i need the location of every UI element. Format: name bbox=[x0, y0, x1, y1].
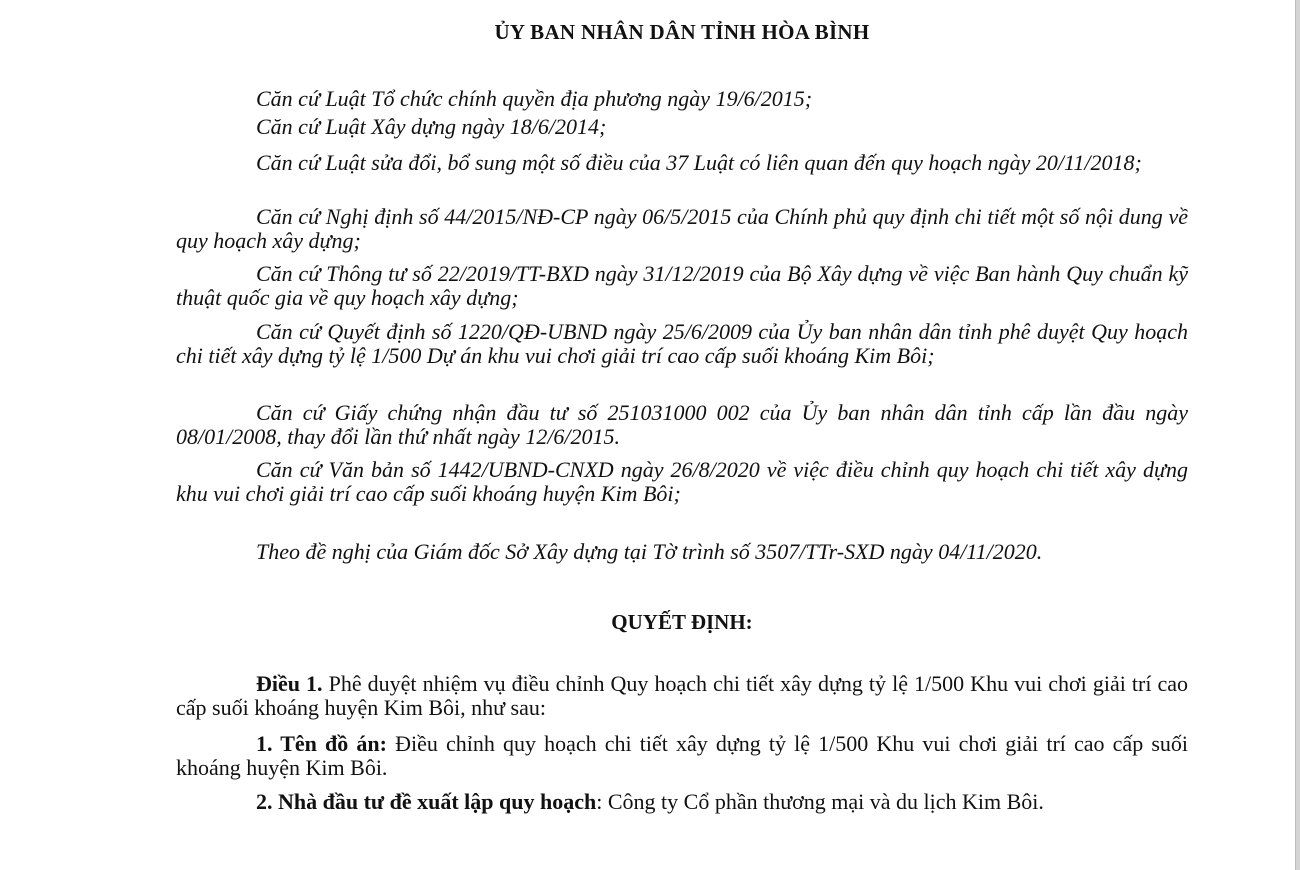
item-1-text: Điều chỉnh quy hoạch chi tiết xây dựng tỷ lệ 1/500 Khu vui chơi giải trí cao cấp suối khoáng huyện Kim Bôi. bbox=[176, 731, 1188, 780]
decision-title: QUYẾT ĐỊNH: bbox=[611, 610, 753, 634]
item-1 bbox=[176, 732, 1188, 780]
item-2-label: 2. Nhà đầu tư đề xuất lập quy hoạch bbox=[256, 789, 597, 814]
preamble-line: Căn cứ Thông tư số 22/2019/TT-BXD ngày 31/12/2019 của Bộ Xây dựng về việc Ban hành Quy chuẩn kỹ thuật quốc gia về quy hoạch xây dựng; bbox=[176, 261, 1188, 310]
page-edge-scrollbar bbox=[1295, 0, 1300, 870]
preamble-line: Căn cứ Nghị định số 44/2015/NĐ-CP ngày 06/5/2015 của Chính phủ quy định chi tiết một số nội dung về quy hoạch xây dựng; bbox=[176, 204, 1188, 253]
issuing-authority-heading: ỦY BAN NHÂN DÂN TỈNH HÒA BÌNH bbox=[494, 20, 870, 44]
preamble-line: Căn cứ Luật Xây dựng ngày 18/6/2014; bbox=[256, 114, 607, 139]
preamble-line: Căn cứ Giấy chứng nhận đầu tư số 251031000 002 của Ủy ban nhân dân tỉnh cấp lần đầu ngày 08/01/2008, thay đổi lần thứ nhất ngày 12/6/2015. bbox=[176, 400, 1188, 449]
preamble-line: Theo đề nghị của Giám đốc Sở Xây dựng tại Tờ trình số 3507/TTr-SXD ngày 04/11/2020. bbox=[256, 539, 1043, 564]
preamble-line: Căn cứ Luật sửa đổi, bổ sung một số điều của 37 Luật có liên quan đến quy hoạch ngày 20/11/2018; bbox=[256, 150, 1142, 175]
item-2 bbox=[176, 790, 1188, 814]
preamble-line: Căn cứ Luật Tổ chức chính quyền địa phương ngày 19/6/2015; bbox=[256, 86, 813, 111]
article-1 bbox=[176, 672, 1188, 720]
preamble-line: Căn cứ Văn bản số 1442/UBND-CNXD ngày 26/8/2020 về việc điều chỉnh quy hoạch chi tiết xây dựng khu vui chơi giải trí cao cấp suối khoáng huyện Kim Bôi; bbox=[176, 457, 1188, 506]
item-2-text: : Công ty Cổ phần thương mại và du lịch Kim Bôi. bbox=[596, 789, 1044, 814]
article-1-label: Điều 1. bbox=[256, 671, 323, 696]
article-1-text: Phê duyệt nhiệm vụ điều chỉnh Quy hoạch chi tiết xây dựng tỷ lệ 1/500 Khu vui chơi giải trí cao cấp suối khoáng huyện Kim Bôi, như sau: bbox=[176, 671, 1189, 720]
item-1-label: 1. Tên đồ án: bbox=[256, 731, 387, 756]
preamble-line: Căn cứ Quyết định số 1220/QĐ-UBND ngày 25/6/2009 của Ủy ban nhân dân tỉnh phê duyệt Quy hoạch chi tiết xây dựng tỷ lệ 1/500 Dự án khu vui chơi giải trí cao cấp suối khoáng Kim Bôi; bbox=[176, 319, 1188, 368]
